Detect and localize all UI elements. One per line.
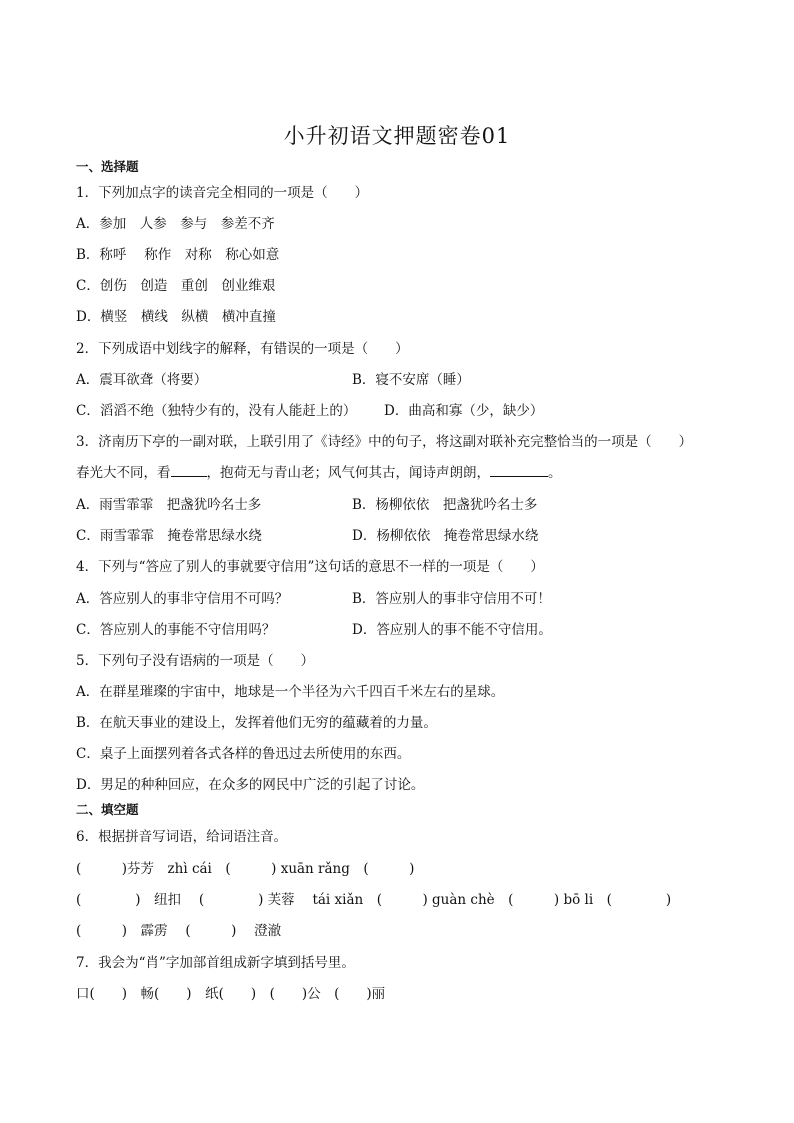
q4-option-a: A．答应别人的事非守信用不可吗？ [76,591,289,607]
q3-option-a: A．雨雪霏霏 把盏犹吟名士多 [76,497,262,513]
q1-option-b: B．称呼 称作 对称 称心如意 [76,247,280,263]
q3-couplet-part3: 。 [548,465,562,481]
q2-option-a: A．震耳欲聋（将要） [76,372,208,388]
section-heading-choice: 一、选择题 [76,159,139,174]
q5-option-c: C．桌子上面摆列着各式各样的鲁迅过去所使用的东西。 [76,746,411,762]
blank-2[interactable] [490,464,548,477]
q6-row-3: ( ) 霹雳 ( ) 澄澈 [76,923,282,939]
q7-stem: 7．我会为“肖”字加部首组成新字填到括号里。 [76,955,355,971]
q4-option-b: B．答应别人的事非守信用不可！ [352,591,551,607]
q5-option-b: B．在航天事业的建设上，发挥着他们无穷的蕴藏着的力量。 [76,715,437,731]
q2-stem: 2．下列成语中划线字的解释，有错误的一项是（ ） [76,341,409,357]
q2-option-c: C．滔滔不绝（独特少有的，没有人能赶上的） [76,403,357,419]
q2-option-b: B．寝不安席（睡） [352,372,470,388]
q1-stem: 1．下列加点字的读音完全相同的一项是（ ） [76,185,369,201]
q6-row-1: ( )芬芳 zhì cái ( ) xuān rǎng ( ) [76,861,415,877]
q1-option-c: C．创伤 创造 重创 创业维艰 [76,278,276,294]
blank-1[interactable] [171,464,207,477]
q3-option-d: D．杨柳依依 掩卷常思绿水绕 [352,528,539,544]
page-title: 小升初语文押题密卷01 [283,124,511,148]
q3-option-b: B．杨柳依依 把盏犹吟名士多 [352,497,538,513]
q7-row: 口( ) 畅( ) 纸( ) ( )公 ( )丽 [76,986,386,1002]
q3-couplet-part2: ，抱荷无与青山老；风气何其古，闻诗声朗朗， [206,465,490,481]
q5-stem: 5．下列句子没有语病的一项是（ ） [76,653,315,669]
q3-couplet [76,464,562,482]
q1-option-d: D．横竖 横线 纵横 横冲直撞 [76,309,276,325]
q4-option-d: D．答应别人的事不能不守信用。 [352,622,552,638]
section-heading-fill: 二、填空题 [76,802,139,817]
q4-stem: 4．下列与“答应了别人的事就要守信用”这句话的意思不一样的一项是（ ） [76,559,544,575]
q4-option-c: C．答应别人的事能不守信用吗？ [76,622,276,638]
q6-row-2: ( ) 纽扣 ( ) 芙蓉 tái xiǎn ( ) guàn chè ( ) bō li ( ) [76,892,672,908]
q3-stem: 3．济南历下亭的一副对联，上联引用了《诗经》中的句子，将这副对联补充完整恰当的一项是（ ） [76,434,693,450]
q1-option-a: A．参加 人参 参与 参差不齐 [76,216,275,232]
q3-option-c: C．雨雪霏霏 掩卷常思绿水绕 [76,528,262,544]
q5-option-d: D．男足的种种回应，在众多的网民中广泛的引起了讨论。 [76,777,425,793]
q2-option-d: D．曲高和寡（少，缺少） [384,403,544,419]
q5-option-a: A．在群星璀璨的宇宙中，地球是一个半径为六千四百千米左右的星球。 [76,684,505,700]
q6-stem: 6．根据拼音写词语，给词语注音。 [76,829,288,845]
q3-couplet-part1: 春光大不同，看 [76,465,171,481]
